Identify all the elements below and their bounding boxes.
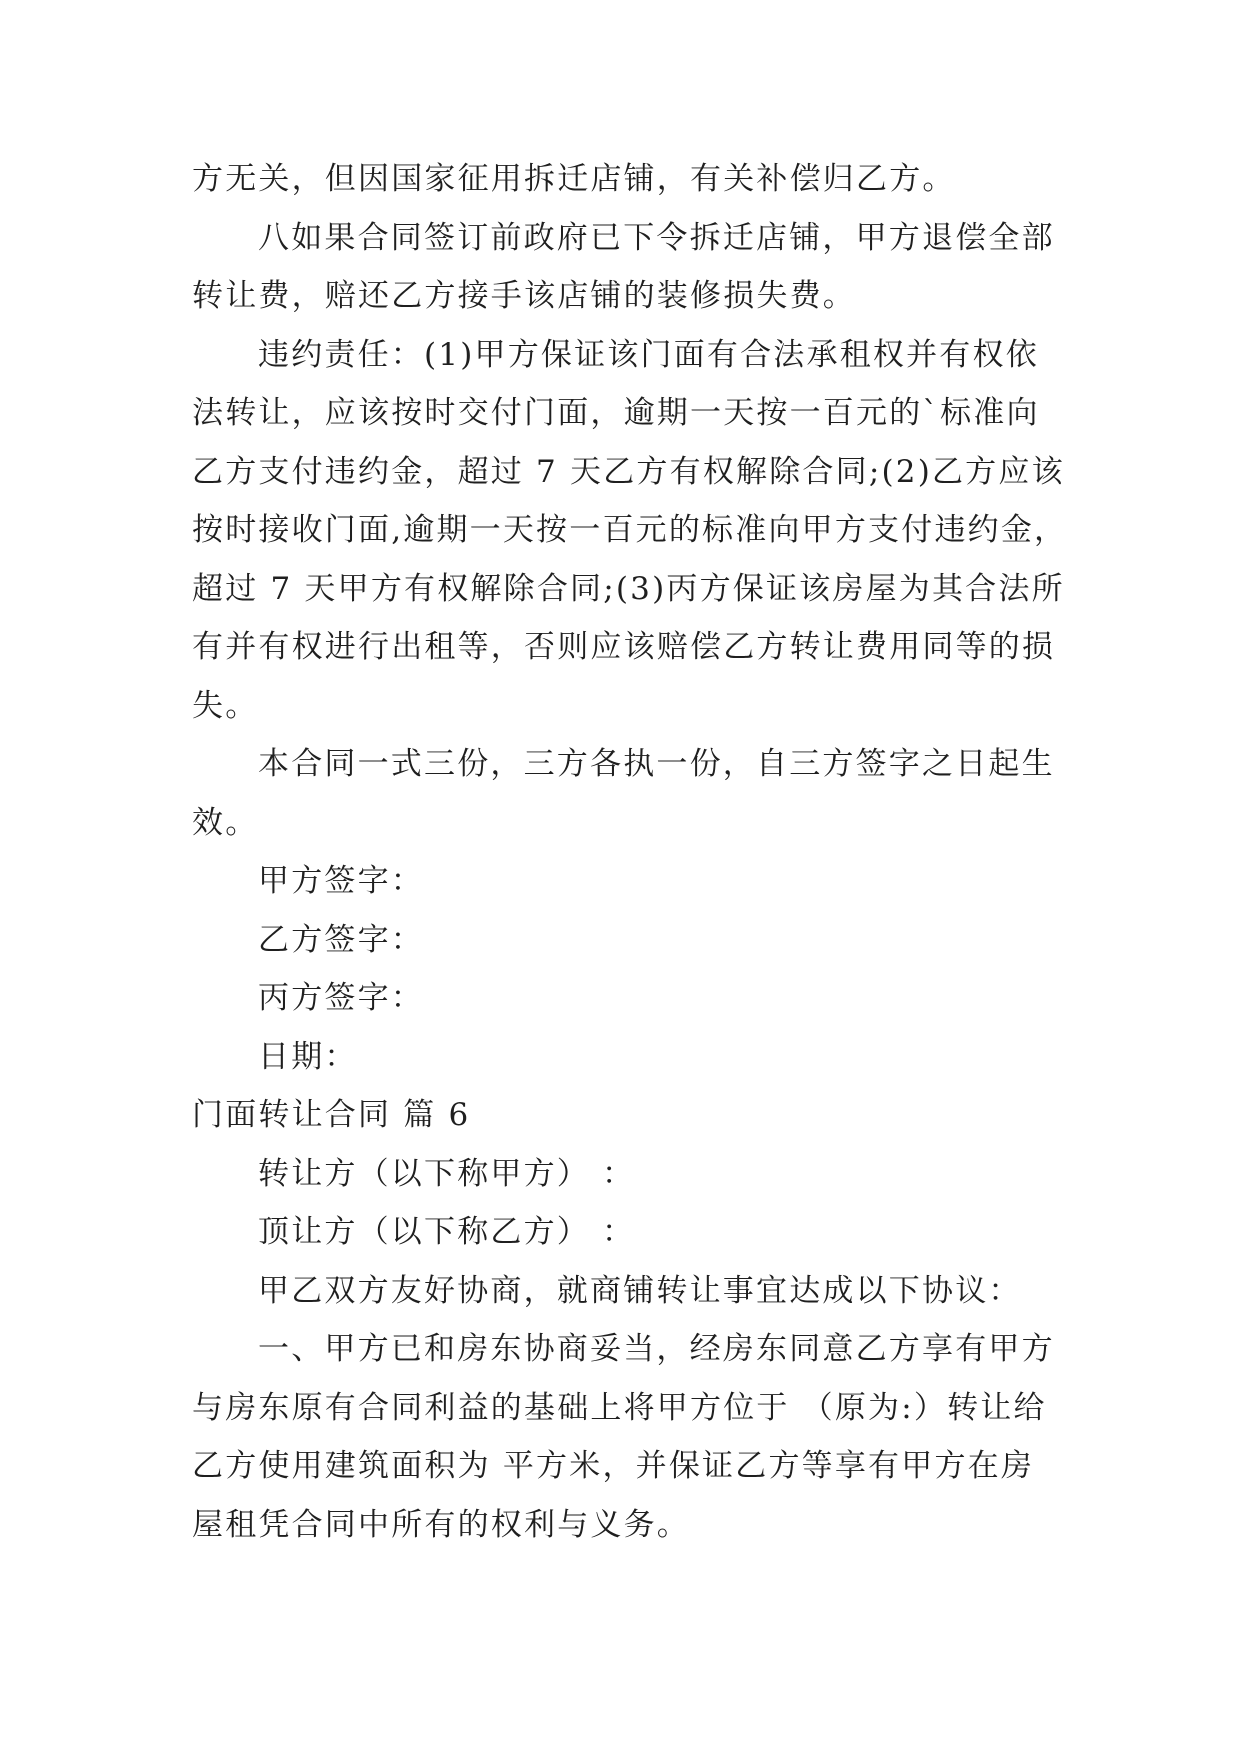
text-line: 效。 — [192, 804, 259, 841]
text-line: 屋租凭合同中所有的权利与义务。 — [192, 1506, 690, 1543]
text-line: 转让费，赔还乙方接手该店铺的装修损失费。 — [192, 278, 856, 314]
text-line: 与房东原有合同利益的基础上将甲方位于 （原为:）转让给 — [192, 1389, 1047, 1426]
signature-party-c: 丙方签字： — [258, 980, 424, 1016]
text-line: 方无关，但因国家征用拆迁店铺，有关补偿归乙方。 — [192, 161, 956, 197]
text-line: 违约责任：(1)甲方保证该门面有合法承租权并有权依 — [258, 336, 1039, 373]
text-line: 乙方支付违约金，超过 7 天乙方有权解除合同;(2)乙方应该 — [192, 453, 1065, 490]
document-page — [192, 150, 1068, 1554]
text-line: 一、甲方已和房东协商妥当，经房东同意乙方享有甲方 — [258, 1331, 1055, 1367]
text-line: 有并有权进行出租等，否则应该赔偿乙方转让费用同等的损 — [192, 629, 1056, 665]
text-line: 失。 — [192, 687, 259, 724]
text-line: 按时接收门面,逾期一天按一百元的标准向甲方支付违约金， — [192, 512, 1068, 548]
text-line: 本合同一式三份，三方各执一份，自三方签字之日起生 — [258, 746, 1055, 782]
text-line: 法转让，应该按时交付门面，逾期一天按一百元的`标准向 — [192, 395, 1040, 431]
signature-party-a: 甲方签字： — [258, 863, 424, 899]
section-heading: 门面转让合同 篇 6 — [192, 1097, 471, 1133]
transferee-line: 顶让方（以下称乙方） ： — [258, 1214, 636, 1250]
signature-date: 日期： — [258, 1038, 358, 1075]
text-line: 乙方使用建筑面积为 平方米，并保证乙方等享有甲方在房 — [192, 1448, 1035, 1484]
text-line: 甲乙双方友好协商，就商铺转让事宜达成以下协议： — [258, 1272, 1022, 1309]
signature-party-b: 乙方签字： — [258, 921, 424, 958]
text-line: 八如果合同签订前政府已下令拆迁店铺，甲方退偿全部 — [258, 219, 1055, 256]
transferor-line: 转让方（以下称甲方） ： — [258, 1155, 636, 1192]
text-line: 超过 7 天甲方有权解除合同;(3)丙方保证该房屋为其合法所 — [192, 570, 1065, 607]
